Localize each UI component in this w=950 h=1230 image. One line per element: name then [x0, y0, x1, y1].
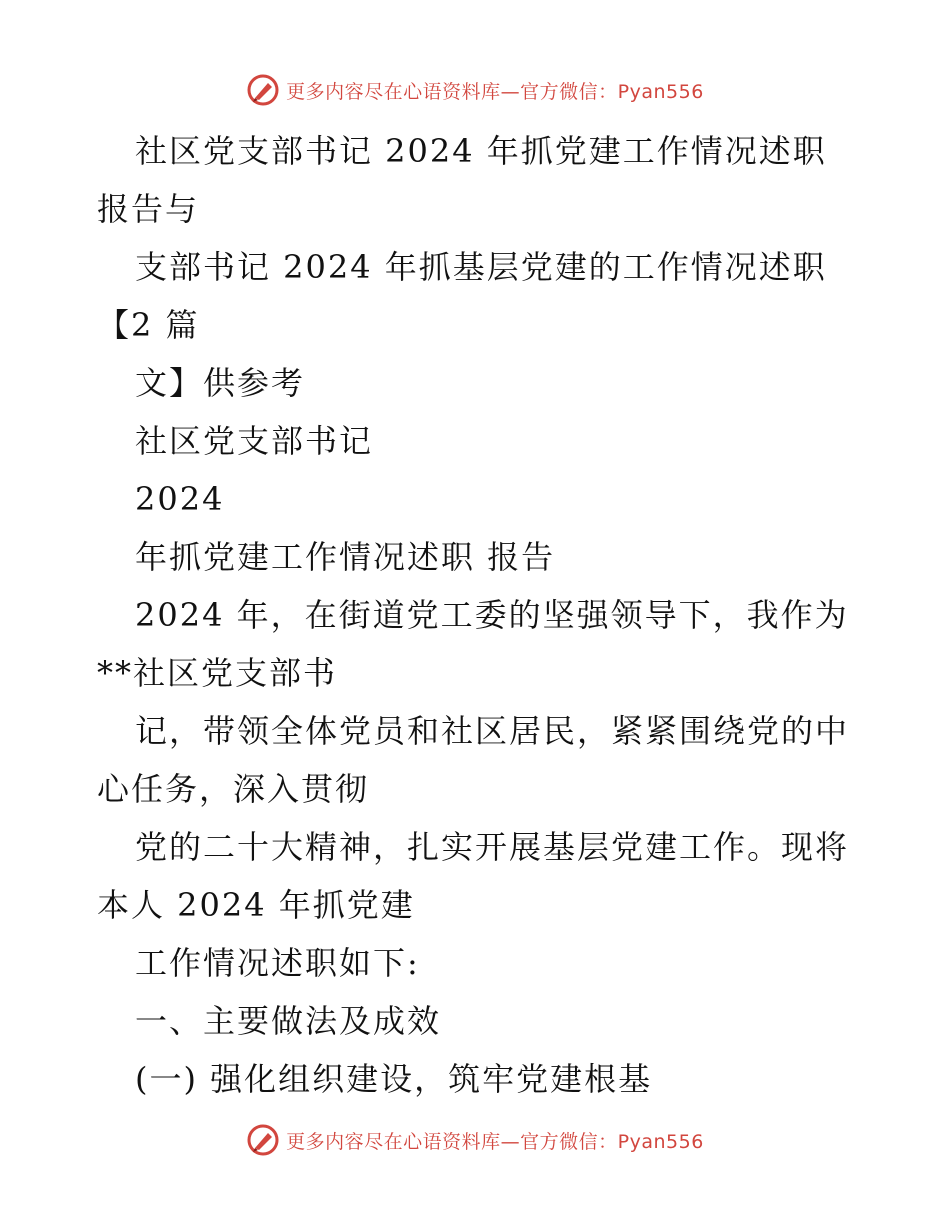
header-watermark-banner: [0, 70, 950, 110]
paragraph: 2024 年，在街道党工委的坚强领导下，我作为**社区党支部书: [97, 596, 849, 692]
paragraph: 社区党支部书记: [135, 422, 374, 460]
paragraph: 记，带领全体党员和社区居民，紧紧围绕党的中心任务，深入贯彻: [97, 712, 850, 808]
header-watermark-text: 更多内容尽在心语资料库—官方微信：Pyan556: [286, 80, 704, 103]
document-body: [97, 122, 857, 1108]
paragraph: 党的二十大精神，扎实开展基层党建工作。现将本人 2024 年抓党建: [97, 828, 850, 924]
pen-logo-icon: [246, 1123, 280, 1157]
paragraph: 支部书记 2024 年抓基层党建的工作情况述职【2 篇: [97, 248, 827, 344]
paragraph: 社区党支部书记 2024 年抓党建工作情况述职报告与: [97, 132, 827, 228]
paragraph: 2024: [135, 480, 225, 518]
subsection-heading: (一) 强化组织建设，筑牢党建根基: [135, 1060, 653, 1098]
paragraph: 工作情况述职如下:: [135, 944, 420, 982]
paragraph: 年抓党建工作情况述职 报告: [135, 538, 556, 576]
paragraph: 文】供参考: [135, 364, 306, 402]
pen-logo-icon: [246, 73, 280, 107]
footer-watermark-text: 更多内容尽在心语资料库—官方微信：Pyan556: [286, 1130, 704, 1153]
section-heading: 一、主要做法及成效: [135, 1002, 442, 1040]
footer-watermark-banner: [0, 1120, 950, 1160]
